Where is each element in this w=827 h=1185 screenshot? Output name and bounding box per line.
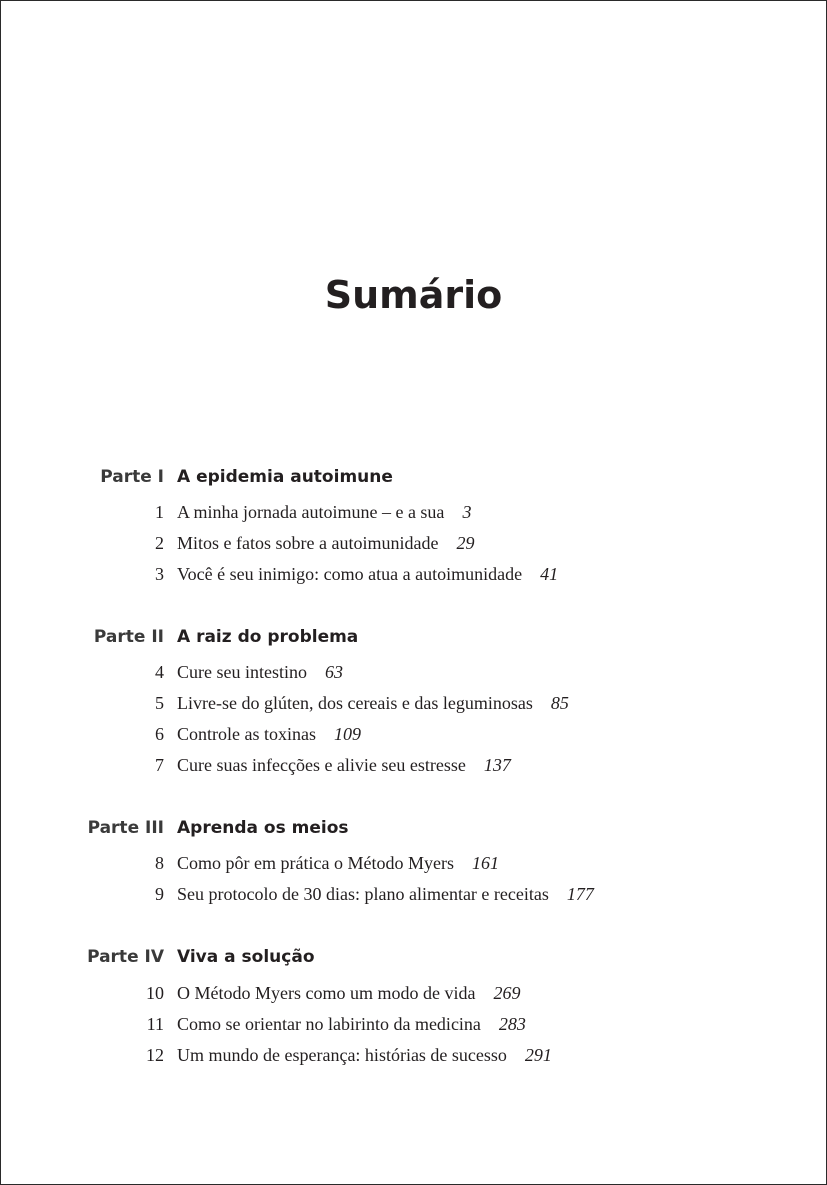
chapter-number: 10 [146,983,164,1003]
part-title: A epidemia autoimune [177,467,393,487]
chapter-title: Como se orientar no labirinto da medicina [177,1014,481,1034]
toc-entry [1,498,826,526]
chapter-title: Você é seu inimigo: como atua a autoimunidade [177,564,523,584]
chapter-number: 9 [155,884,164,904]
chapter-page: 85 [550,693,569,713]
chapter-title: Um mundo de esperança: histórias de sucesso [177,1045,507,1065]
chapter-page: 137 [483,755,511,775]
chapter-number: 6 [155,724,164,744]
part-label: Parte II [93,627,164,647]
chapter-page: 291 [524,1045,552,1065]
chapter-title: Cure seu intestino [177,662,307,682]
toc-entry [1,1041,826,1069]
part-label: Parte IV [87,947,164,967]
toc-entry [1,979,826,1007]
chapter-title: Cure suas infecções e alivie seu estresse [177,755,466,775]
chapter-number: 5 [155,693,164,713]
toc-entry [1,658,826,686]
toc-entry [1,849,826,877]
chapter-page: 283 [498,1014,526,1034]
chapter-page: 29 [456,533,475,553]
chapter-page: 41 [540,564,559,584]
chapter-number: 12 [146,1045,164,1065]
chapter-title: Seu protocolo de 30 dias: plano alimentar e receitas [177,884,549,904]
chapter-title: O Método Myers como um modo de vida [177,983,476,1003]
page-title: Sumário [324,273,503,317]
toc-entry [1,560,826,588]
chapter-number: 1 [155,502,164,522]
toc-entry [1,689,826,717]
toc-entry [1,880,826,908]
part-label: Parte III [87,818,164,838]
chapter-title: Controle as toxinas [177,724,316,744]
chapter-number: 4 [155,662,164,682]
chapter-title: Como pôr em prática o Método Myers [177,853,454,873]
part-title: A raiz do problema [177,627,359,647]
chapter-number: 8 [155,853,164,873]
chapter-number: 3 [155,564,164,584]
chapter-title: A minha jornada autoimune – e a sua [177,502,445,522]
chapter-number: 11 [146,1014,164,1034]
chapter-number: 2 [155,533,164,553]
toc-entry [1,720,826,748]
part-label: Parte I [100,467,164,487]
toc-entry [1,1010,826,1038]
chapter-page: 3 [462,502,472,522]
part-title: Viva a solução [177,947,315,967]
chapter-page: 177 [566,884,594,904]
chapter-number: 7 [155,755,164,775]
toc-entry [1,751,826,779]
part-title: Aprenda os meios [177,818,349,838]
toc-entry [1,529,826,557]
chapter-title: Mitos e fatos sobre a autoimunidade [177,533,439,553]
chapter-page: 269 [493,983,521,1003]
chapter-page: 63 [324,662,343,682]
chapter-page: 161 [471,853,499,873]
chapter-title: Livre-se do glúten, dos cereais e das leguminosas [177,693,533,713]
chapter-page: 109 [333,724,361,744]
